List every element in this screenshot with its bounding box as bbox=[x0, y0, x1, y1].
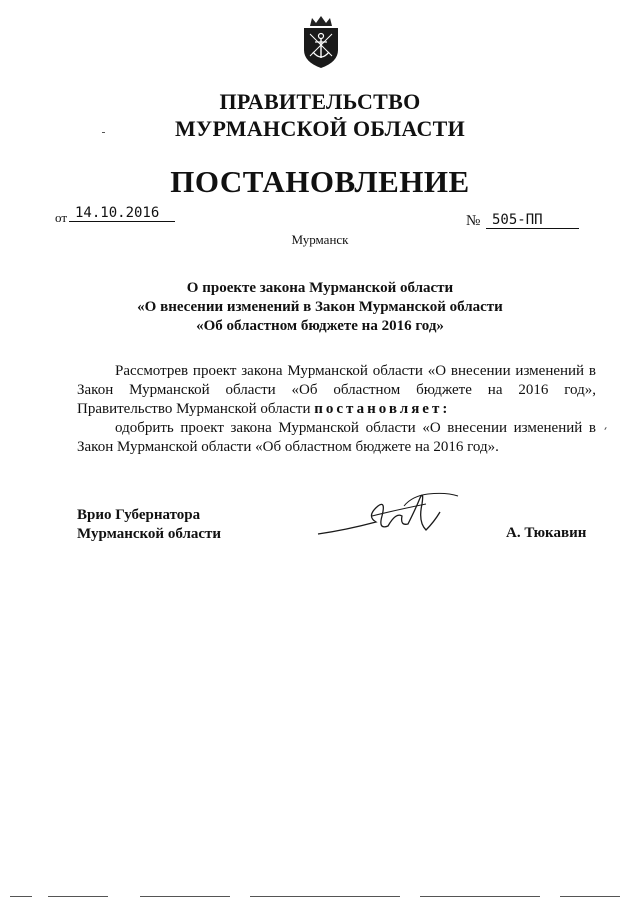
signer-position-line1: Врио Губернатора bbox=[77, 507, 201, 523]
scan-mark bbox=[560, 896, 620, 897]
document-body bbox=[77, 362, 596, 457]
number-label: № bbox=[466, 213, 481, 229]
scan-mark bbox=[10, 896, 32, 897]
document-subject bbox=[0, 279, 640, 336]
document-number: 505-ПП bbox=[486, 212, 579, 229]
body-paragraph-2: одобрить проект закона Мурманской области «О внесении изменений в Закон Мурманской области «Об областном бюджете на 2016 год». bbox=[77, 420, 596, 455]
subject-line1: О проекте закона Мурманской области bbox=[186, 280, 454, 296]
signer-position bbox=[77, 506, 221, 544]
document-type-title: ПОСТАНОВЛЕНИЕ bbox=[170, 164, 470, 199]
coat-of-arms-icon bbox=[298, 14, 344, 70]
scan-mark bbox=[250, 896, 400, 897]
document-date: 14.10.2016 bbox=[69, 205, 175, 222]
body-paragraph-1-text: Рассмотрев проект закона Мурманской области «О внесении изменений в Закон Мурманской области «Об областном бюджете на 2016 год», Правительство Мурманской области bbox=[77, 363, 596, 417]
scan-mark bbox=[604, 427, 606, 430]
signer-name: А. Тюкавин bbox=[506, 525, 587, 541]
scan-mark bbox=[420, 896, 540, 897]
subject-line3: «Об областном бюджете на 2016 год» bbox=[196, 318, 444, 334]
government-heading bbox=[0, 88, 640, 142]
date-label: от bbox=[55, 210, 68, 225]
scan-mark bbox=[48, 896, 108, 897]
org-name-line1: ПРАВИТЕЛЬСТВО bbox=[219, 89, 421, 114]
subject-line2: «О внесении изменений в Закон Мурманской области bbox=[137, 299, 503, 315]
city-name: Мурманск bbox=[291, 232, 349, 247]
handwritten-signature bbox=[316, 486, 464, 548]
body-paragraph-1 bbox=[77, 362, 596, 419]
scan-mark bbox=[102, 132, 105, 133]
signer-position-line2: Мурманской области bbox=[77, 526, 222, 542]
scan-mark bbox=[140, 896, 230, 897]
org-name-line2: МУРМАНСКОЙ ОБЛАСТИ bbox=[174, 116, 466, 141]
resolution-verb: постановляет: bbox=[314, 401, 451, 417]
